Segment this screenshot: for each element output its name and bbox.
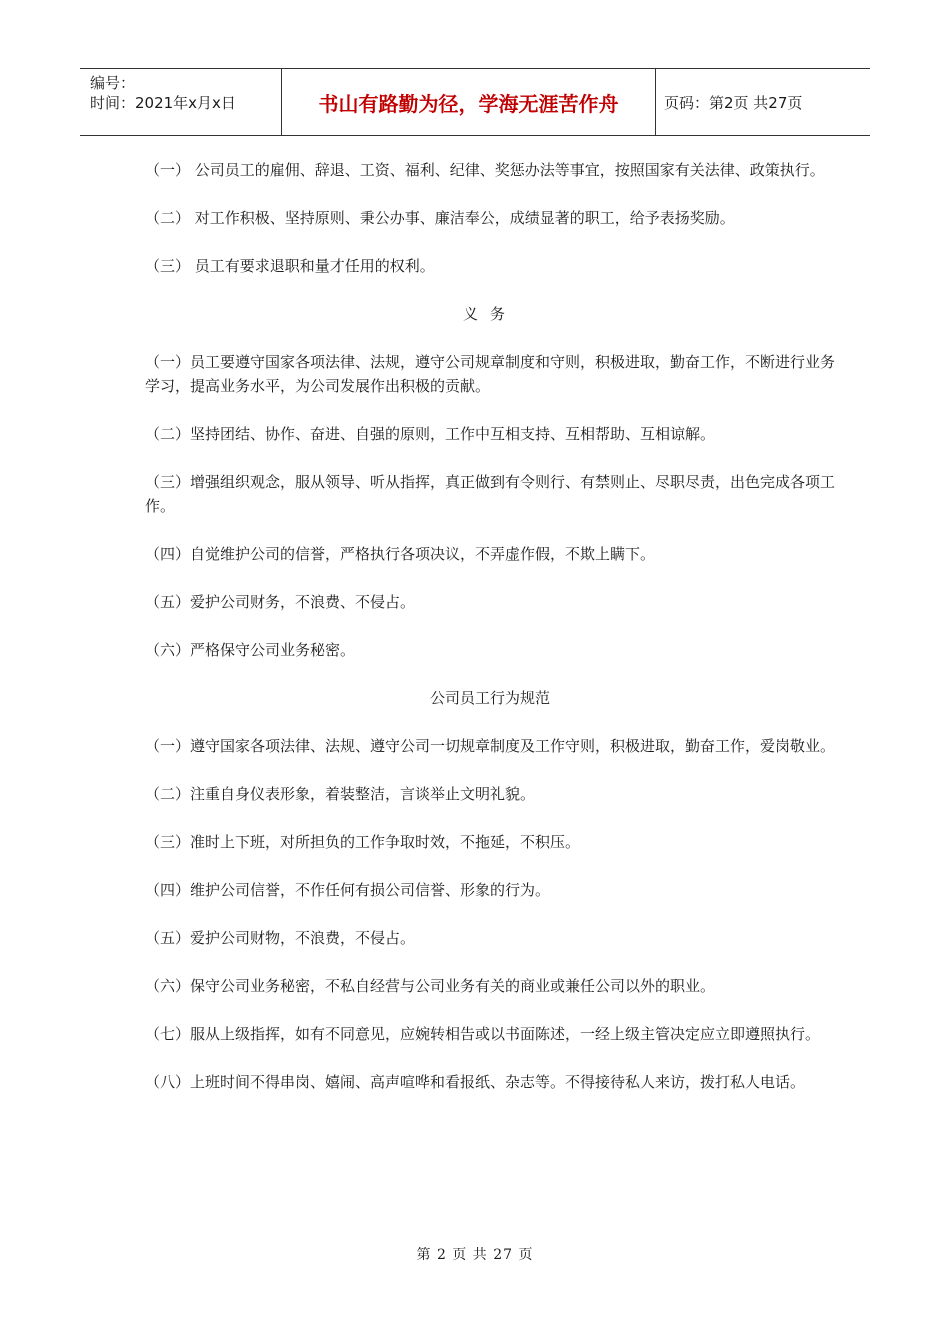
conduct-item: （四）维护公司信誉，不作任何有损公司信誉、形象的行为。 xyxy=(145,881,551,899)
conduct-item: （五）爱护公司财物，不浪费，不侵占。 xyxy=(145,929,416,947)
duties-heading: 义务 xyxy=(462,305,517,323)
conduct-item: （三）准时上下班，对所担负的工作争取时效，不拖延，不积压。 xyxy=(145,833,581,851)
duties-item: （三）增强组织观念，服从领导、听从指挥，真正做到有令则行、有禁则止、尽职尽责，出色完成各项工作。 xyxy=(145,473,836,515)
page-footer: 第 2 页 共 27 页 xyxy=(416,1247,534,1263)
duties-item: （五）爱护公司财务，不浪费、不侵占。 xyxy=(145,593,416,611)
document-header xyxy=(80,68,870,136)
rights-item: （一） 公司员工的雇佣、辞退、工资、福利、纪律、奖惩办法等事宜，按照国家有关法律、政策执行。 xyxy=(145,161,825,179)
duties-item: （四）自觉维护公司的信誉，严格执行各项决议，不弄虚作假，不欺上瞒下。 xyxy=(145,545,656,563)
conduct-item: （六）保守公司业务秘密，不私自经营与公司业务有关的商业或兼任公司以外的职业。 xyxy=(145,977,716,995)
header-page-info: 页码：第2页 共27页 xyxy=(664,93,803,112)
conduct-heading: 公司员工行为规范 xyxy=(429,689,550,707)
document-body xyxy=(145,158,835,1118)
conduct-item: （八）上班时间不得串岗、嬉闹、高声喧哗和看报纸、杂志等。不得接待私人来访，拨打私人电话。 xyxy=(145,1073,806,1091)
duties-item: （一）员工要遵守国家各项法律、法规，遵守公司规章制度和守则，积极进取，勤奋工作，不断进行业务学习，提高业务水平，为公司发展作出积极的贡献。 xyxy=(145,353,836,395)
rights-item: （二） 对工作积极、坚持原则、秉公办事、廉洁奉公，成绩显著的职工，给予表扬奖励。 xyxy=(145,209,735,227)
conduct-item: （七）服从上级指挥，如有不同意见，应婉转相告或以书面陈述，一经上级主管决定应立即遵照执行。 xyxy=(145,1025,821,1043)
document-date-label: 时间：2021年x月x日 xyxy=(90,94,236,112)
conduct-item: （二）注重自身仪表形象，着装整洁，言谈举止文明礼貌。 xyxy=(145,785,536,803)
header-motto: 书山有路勤为径，学海无涯苦作舟 xyxy=(282,69,656,135)
duties-item: （二）坚持团结、协作、奋进、自强的原则，工作中互相支持、互相帮助、互相谅解。 xyxy=(145,425,716,443)
document-number-label: 编号： xyxy=(90,74,136,92)
rights-item: （三） 员工有要求退职和量才任用的权利。 xyxy=(145,257,435,275)
duties-item: （六）严格保守公司业务秘密。 xyxy=(145,641,356,659)
conduct-item: （一）遵守国家各项法律、法规、遵守公司一切规章制度及工作守则，积极进取，勤奋工作，爱岗敬业。 xyxy=(145,737,836,755)
header-meta xyxy=(80,69,282,135)
